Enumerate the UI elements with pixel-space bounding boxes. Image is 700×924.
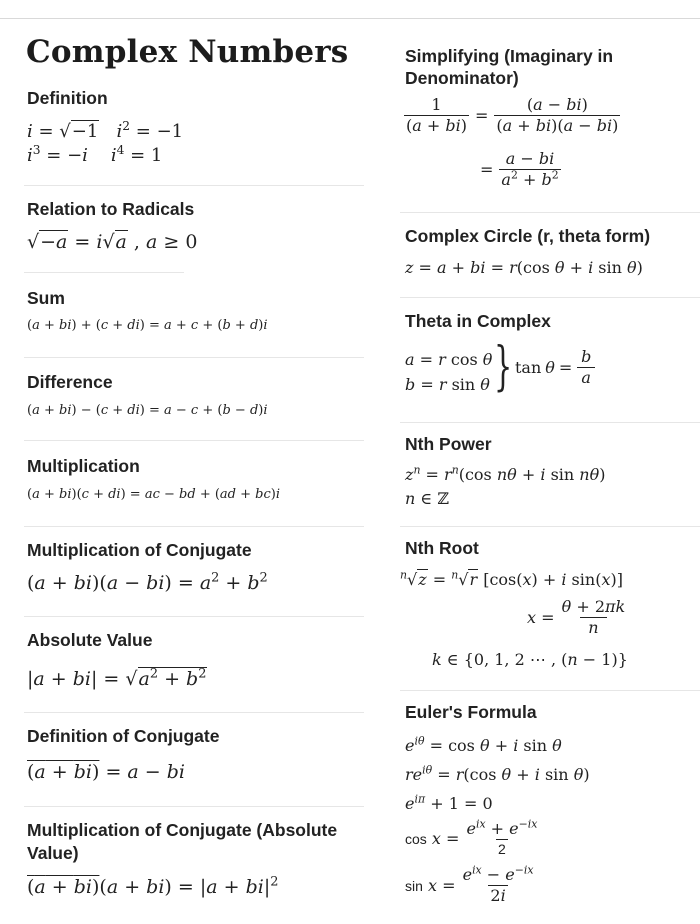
heading-mult-conjugate: Multiplication of Conjugate bbox=[27, 540, 252, 560]
formula-definition-2: $i^3 = -i$ $i^4 = 1$ bbox=[27, 143, 163, 166]
divider bbox=[24, 440, 364, 441]
formula-mult-conjugate: $(a + bi)(a - bi) = a^2 + b^2$ bbox=[27, 570, 268, 594]
heading-complex-circle: Complex Circle (r, theta form) bbox=[405, 226, 651, 246]
divider bbox=[24, 357, 364, 358]
top-divider bbox=[0, 18, 700, 19]
formula-absolute-value: $|a + bi| = √a^2 + b^2$ bbox=[27, 666, 207, 690]
divider bbox=[24, 272, 184, 273]
heading-nth-power: Nth Power bbox=[405, 434, 492, 454]
formula-definition-1: i = √−1 $i^2 = -1$ bbox=[27, 119, 184, 142]
formula-euler-sin: sin x = $e^{ix} - e^{-ix}$ 2i bbox=[405, 863, 534, 906]
heading-absolute-value: Absolute Value bbox=[27, 630, 153, 650]
formula-definition-conjugate: (a + bi) = a − bi bbox=[27, 761, 185, 783]
heading-theta-complex: Theta in Complex bbox=[405, 311, 551, 331]
heading-mult-conjugate-abs: Multiplication of Conjugate (Absolute Value) bbox=[27, 820, 338, 863]
formula-mult-conjugate-abs: $(a + bi)(a + bi) = |a + bi|^2$ bbox=[27, 874, 279, 898]
heading-nth-root: Nth Root bbox=[405, 538, 479, 558]
divider bbox=[400, 690, 700, 691]
formula-theta-complex-ab: a = r cos θ b = r sin θ bbox=[405, 350, 493, 394]
formula-multiplication: (a + bi)(c + di) = ac − bd + (ad + bc)i bbox=[27, 487, 281, 502]
formula-relation-radicals: √−a = i√a , a ≥ 0 bbox=[27, 231, 198, 253]
formula-nth-root-x: x = θ + 2πk n bbox=[527, 597, 626, 638]
divider bbox=[24, 712, 364, 713]
column-separator bbox=[385, 30, 386, 910]
right-brace: } bbox=[494, 337, 513, 397]
heading-definition: Definition bbox=[27, 88, 108, 108]
heading-euler: Euler's Formula bbox=[405, 702, 537, 722]
formula-simplifying-1: $\frac{1}{(a + bi)}$ = $\frac{(a - bi)}{(a + bi)(a - bi)}$ bbox=[406, 95, 619, 136]
formula-theta-tan: tan θ = b a bbox=[515, 348, 595, 388]
heading-sum: Sum bbox=[27, 288, 65, 308]
formula-euler-3: $e^{i\pi} + 1 = 0$ bbox=[405, 792, 493, 813]
formula-sum: (a + bi) + (c + di) = a + c + (b + d)i bbox=[27, 318, 268, 333]
heading-relation-radicals: Relation to Radicals bbox=[27, 199, 195, 219]
formula-nth-root: $^n$√z = $^n$√r [cos(x) + i sin(x)] bbox=[400, 568, 623, 589]
divider bbox=[24, 185, 364, 186]
divider bbox=[400, 422, 700, 423]
formula-nth-power-domain: n ∈ ℤ bbox=[405, 489, 450, 508]
divider bbox=[400, 297, 700, 298]
divider bbox=[24, 616, 364, 617]
heading-difference: Difference bbox=[27, 372, 113, 392]
divider bbox=[400, 526, 700, 527]
formula-euler-cos: cos x = $e^{ix} + e^{-ix}$ 2 bbox=[405, 817, 538, 858]
divider bbox=[24, 526, 364, 527]
formula-euler-2: $re^{i\theta} = r(\cos$ θ + i sin θ) bbox=[405, 763, 590, 784]
divider bbox=[400, 212, 700, 213]
divider bbox=[24, 806, 364, 807]
formula-euler-1: $e^{i\theta} = \cos \theta + i$ sin θ bbox=[405, 734, 562, 755]
heading-multiplication: Multiplication bbox=[27, 456, 140, 476]
page-title: Complex Numbers bbox=[26, 34, 349, 70]
formula-difference: (a + bi) − (c + di) = a − c + (b − d)i bbox=[27, 403, 268, 418]
formula-nth-root-k: k ∈ {0, 1, 2 ⋯ , (n − 1)} bbox=[432, 650, 628, 669]
formula-nth-power: $z^n = r^n(\cos$ nθ + i sin nθ) bbox=[405, 463, 606, 484]
heading-definition-conjugate: Definition of Conjugate bbox=[27, 726, 220, 746]
formula-complex-circle: z = a + bi = r(cos θ + i sin θ) bbox=[405, 258, 643, 277]
heading-simplifying: Simplifying (Imaginary in Denominator) bbox=[405, 46, 614, 88]
formula-simplifying-2: = $\frac{a - bi}{a^2 + b^2}$ bbox=[480, 149, 559, 190]
